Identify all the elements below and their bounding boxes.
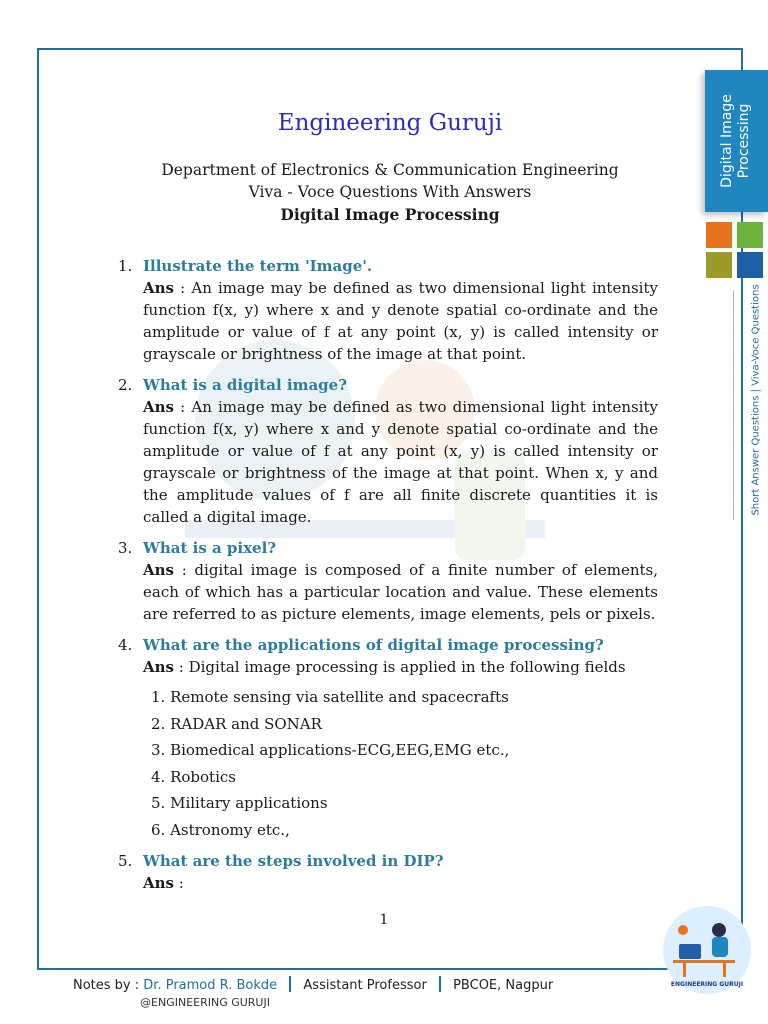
author-name: Dr. Pramod R. Bokde xyxy=(143,978,278,993)
notes-by-label: Notes by : xyxy=(73,978,140,993)
question-number: 3. xyxy=(118,539,133,557)
green-square xyxy=(737,222,763,248)
engineering-guruji-logo xyxy=(661,904,753,996)
social-handle: @ENGINEERING GURUJI xyxy=(140,996,270,1009)
applications-list xyxy=(151,686,658,841)
list-item: 4. Robotics xyxy=(151,767,236,786)
side-tab-label: Digital Image Processing xyxy=(719,94,752,188)
answer-label: Ans xyxy=(143,658,174,676)
question-list xyxy=(118,255,658,903)
answer-text: Ans : Digital image processing is applied in the following fields xyxy=(143,658,626,676)
question-item xyxy=(118,850,658,894)
institute-name: PBCOE, Nagpur xyxy=(453,978,554,993)
question-item xyxy=(118,537,658,625)
answer-text: Ans : digital image is composed of a finite number of elements, each of which has a particular location and value. These elements are referred to as picture elements, image elements, pels or pixels. xyxy=(143,561,658,623)
answer-text: Ans : An image may be defined as two dimensional light intensity function f(x, y) where x and y denote spatial co-ordinate and the amplitude or value of f at any point (x, y) is called intensity or grayscale or brightness of the image at that point. xyxy=(143,279,658,363)
orange-square xyxy=(706,222,732,248)
answer-label: Ans xyxy=(143,873,174,892)
question-item xyxy=(118,374,658,528)
author-designation: Assistant Professor xyxy=(303,978,427,993)
question-number: 5. xyxy=(118,851,133,870)
list-item: 6. Astronomy etc., xyxy=(151,820,290,839)
question-title: What is a digital image? xyxy=(143,376,347,394)
answer-label: Ans xyxy=(143,561,174,579)
page-number: 1 xyxy=(379,912,389,928)
footer xyxy=(73,976,553,993)
answer-text: Ans : An image may be defined as two dimensional light intensity function f(x, y) where x and y denote spatial co-ordinate and the amplitude or value of f at any point (x, y) is called intensity or grayscale or brightness of the image at that point. When x, y and the amplitude values of f are all finite discrete quantities it is called a digital image. xyxy=(143,398,658,526)
site-title: Engineering Guruji xyxy=(277,110,503,136)
olive-square xyxy=(706,252,732,278)
department-line: Department of Electronics & Communication Engineering xyxy=(161,161,619,179)
question-title: What is a pixel? xyxy=(143,539,277,557)
subject-title: Digital Image Processing xyxy=(280,205,500,224)
list-item: 3. Biomedical applications-ECG,EEG,EMG etc., xyxy=(151,741,510,759)
side-divider xyxy=(733,290,734,520)
list-item: 1. Remote sensing via satellite and spacecrafts xyxy=(151,688,509,706)
list-item: 2. RADAR and SONAR xyxy=(151,714,322,733)
blue-square xyxy=(737,252,763,278)
side-caption: Short Answer Questions | Viva-Voce Questions xyxy=(750,284,762,516)
footer-separator xyxy=(439,976,441,992)
question-title: What are the applications of digital image processing? xyxy=(143,636,604,654)
answer-label: Ans xyxy=(143,398,174,416)
answer-text: Ans : xyxy=(143,873,184,892)
question-number: 2. xyxy=(118,376,133,394)
viva-subtitle: Viva - Voce Questions With Answers xyxy=(248,183,532,201)
answer-label: Ans xyxy=(143,279,174,297)
question-item xyxy=(118,634,658,841)
question-title: Illustrate the term 'Image'. xyxy=(143,257,373,275)
question-title: What are the steps involved in DIP? xyxy=(143,851,444,870)
color-squares-decoration xyxy=(706,222,764,278)
list-item: 5. Military applications xyxy=(151,794,328,812)
question-number: 1. xyxy=(118,257,133,275)
footer-separator xyxy=(289,976,291,992)
question-item xyxy=(118,255,658,365)
question-number: 4. xyxy=(118,636,133,654)
logo-text: ENGINEERING GURUJI xyxy=(670,981,744,988)
